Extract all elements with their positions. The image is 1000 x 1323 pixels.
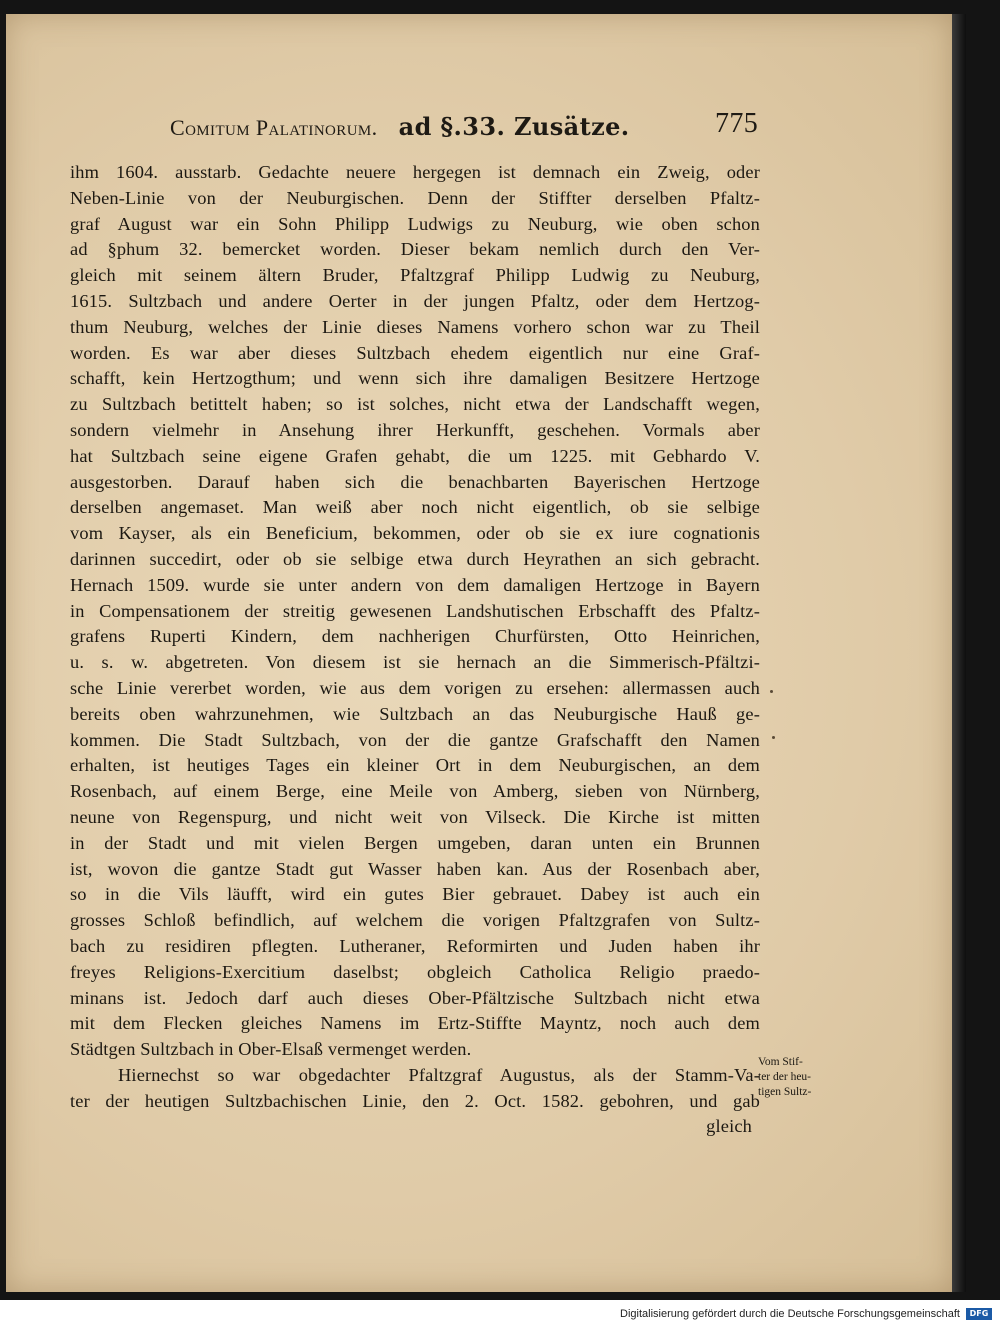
- page-body-text: [70, 160, 760, 1140]
- catchword: gleich: [706, 1116, 752, 1137]
- margin-note-line: Vom Stif-: [758, 1056, 803, 1068]
- text-line: so in die Vils läufft, wird ein gutes Bier gebrauet. Dabey ist auch ein: [70, 884, 760, 905]
- text-line: ist, wovon die gantze Stadt gut Wasser haben kan. Aus der Rosenbach aber,: [70, 858, 760, 879]
- text-line: derselben angemaset. Man weiß aber noch nicht eigentlich, ob sie selbige: [70, 497, 760, 518]
- running-header: [170, 108, 770, 146]
- text-line: thum Neuburg, welches der Linie dieses Namens vorhero schon war zu Theil: [70, 316, 760, 337]
- margin-note-line: tigen Sultz-: [758, 1086, 812, 1098]
- header-title: Comitum Palatinorum.: [170, 115, 378, 140]
- text-line: Neben-Linie von der Neuburgischen. Denn der Stiffter derselben Pfaltz-: [70, 187, 760, 208]
- text-line: worden. Es war aber dieses Sultzbach ehedem eigentlich nur eine Graf-: [70, 342, 760, 363]
- text-line: u. s. w. abgetreten. Von diesem ist sie hernach an die Simmerisch-Pfältzi-: [70, 652, 760, 673]
- text-line: ad §phum 32. bemercket worden. Dieser bekam nemlich durch den Ver-: [70, 239, 760, 260]
- text-line: in der Stadt und mit vielen Bergen umgeben, daran unten ein Brunnen: [70, 832, 760, 853]
- text-line: Hiernechst so war obgedachter Pfaltzgraf Augustus, als der Stamm-Va-: [118, 1064, 760, 1085]
- text-line: erhalten, ist heutiges Tages ein kleiner Ort in dem Neuburgischen, an dem: [70, 755, 760, 776]
- page-number: 775: [715, 108, 759, 139]
- dfg-logo: DFG: [966, 1308, 992, 1320]
- text-line: grafens Ruperti Kindern, dem nachherigen Churfürsten, Otto Heinrichen,: [70, 626, 760, 647]
- text-line: bereits oben wahrzunehmen, wie Sultzbach an das Neuburgische Hauß ge-: [70, 703, 760, 724]
- text-line: ausgestorben. Darauf haben sich die benachbarten Bayerischen Hertzoge: [70, 471, 760, 492]
- text-line: ihm 1604. ausstarb. Gedachte neuere hergegen ist demnach ein Zweig, oder: [70, 162, 760, 182]
- header-section: ad §.33. Zusätze.: [398, 112, 630, 141]
- text-line: ter der heutigen Sultzbachischen Linie, den 2. Oct. 1582. gebohren, und gab: [70, 1090, 760, 1111]
- margin-note-line: ter der heu-: [758, 1071, 811, 1083]
- paper-speck: [770, 690, 773, 693]
- book-gutter: [952, 14, 966, 1292]
- text-line: vom Kayser, als ein Beneficium, bekommen, oder ob sie ex iure cognationis: [70, 523, 760, 544]
- text-line: gleich mit seinem ältern Bruder, Pfaltzgraf Philipp Ludwig zu Neuburg,: [70, 265, 760, 286]
- footer-bar: [0, 1306, 1000, 1323]
- text-line: Rosenbach, auf einem Berge, eine Meile von Amberg, sieben von Nürnberg,: [70, 781, 760, 802]
- text-line: mit dem Flecken gleiches Namens im Ertz-Stiffte Mayntz, noch auch dem: [70, 1013, 760, 1034]
- footer-credit: Digitalisierung gefördert durch die Deutsche Forschungsgemeinschaft: [620, 1308, 960, 1320]
- text-line: zu Sultzbach betittelt haben; so ist solches, nicht etwa der Landschafft wegen,: [70, 394, 760, 415]
- text-line: minans ist. Jedoch darf auch dieses Ober-Pfältzische Sultzbach nicht etwa: [70, 987, 760, 1008]
- text-line: neune von Regenspurg, und nicht weit von Vilseck. Die Kirche ist mitten: [70, 806, 760, 827]
- text-line: Hernach 1509. wurde sie unter andern von dem damaligen Hertzoge in Bayern: [70, 574, 760, 595]
- text-line: grosses Schloß befindlich, auf welchem die vorigen Pfaltzgrafen von Sultz-: [70, 910, 760, 931]
- text-line: graf August war ein Sohn Philipp Ludwigs zu Neuburg, wie oben schon: [70, 213, 760, 234]
- text-line: schafft, kein Hertzogthum; und wenn sich ihre damaligen Besitzere Hertzoge: [70, 368, 760, 389]
- text-line: kommen. Die Stadt Sultzbach, von der die gantze Grafschafft den Namen: [70, 729, 760, 750]
- text-line: hat Sultzbach seine eigene Grafen gehabt, die um 1225. mit Gebhardo V.: [70, 445, 760, 466]
- text-line: in Compensationem der streitig gewesenen Landshutischen Erbschafft des Pfaltz-: [70, 600, 760, 621]
- text-line: freyes Religions-Exercitium daselbst; obgleich Catholica Religio praedo-: [70, 961, 760, 982]
- text-line: 1615. Sultzbach und andere Oerter in der jungen Pfaltz, oder dem Hertzog-: [70, 290, 760, 311]
- text-line: Städtgen Sultzbach in Ober-Elsaß vermenget werden.: [70, 1039, 472, 1060]
- text-line: darinnen succedirt, oder ob sie selbige etwa durch Heyrathen an sich gebracht.: [70, 548, 760, 569]
- margin-note: [758, 1055, 848, 1100]
- text-line: sche Linie vererbet worden, wie aus dem vorigen zu ersehen: allermassen auch: [70, 677, 760, 698]
- text-line: sondern vielmehr in Ansehung ihrer Herkunfft, geschehen. Vormals aber: [70, 419, 760, 440]
- text-line: bach zu residiren pflegten. Lutheraner, Reformirten und Juden haben ihr: [70, 935, 760, 956]
- paper-speck: [772, 736, 775, 739]
